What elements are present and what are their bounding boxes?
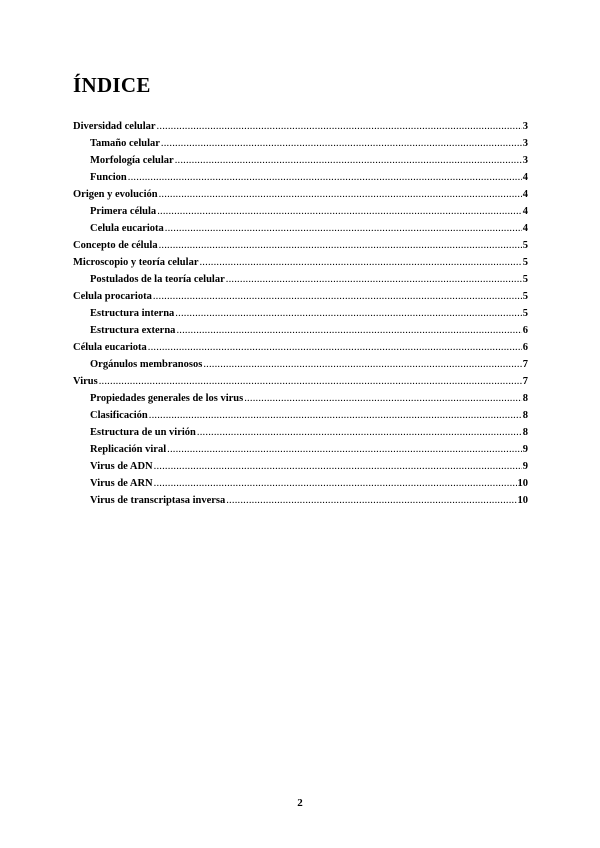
toc-entry-replicacion-viral[interactable]: [73, 441, 528, 458]
toc-entry-label: Virus de ADN: [90, 461, 153, 472]
toc-entry-label: Virus de ARN: [90, 478, 153, 489]
toc-entry-page: 8: [522, 427, 528, 438]
page-number: 2: [297, 797, 303, 809]
toc-entry-page: 3: [522, 138, 528, 149]
toc-entry-label: Diversidad celular: [73, 121, 156, 132]
toc-entry-label: Morfología celular: [90, 155, 174, 166]
toc-entry-page: 8: [522, 410, 528, 421]
toc-entry-label: Orgánulos membranosos: [90, 359, 203, 370]
toc-entry-label: Clasificación: [90, 410, 148, 421]
toc-entry-label: Célula eucariota: [73, 342, 147, 353]
toc-entry-primera-celula[interactable]: [73, 203, 528, 220]
toc-entry-page: 5: [522, 257, 528, 268]
toc-entry-page: 5: [522, 240, 528, 251]
toc-dot-leader: [153, 288, 522, 305]
toc-dot-leader: [226, 271, 522, 288]
toc-entry-page: 4: [522, 189, 528, 200]
toc-entry-origen-y-evolucion[interactable]: [73, 186, 528, 203]
toc-entry-virus-transcriptasa-inversa[interactable]: [73, 492, 528, 509]
toc-dot-leader: [128, 169, 522, 186]
toc-entry-page: 4: [522, 223, 528, 234]
toc-dot-leader: [149, 407, 522, 424]
toc-entry-label: Microscopio y teoría celular: [73, 257, 199, 268]
toc-dot-leader: [159, 186, 522, 203]
toc-entry-virus-de-adn[interactable]: [73, 458, 528, 475]
toc-entry-microscopio-y-teoria-celular[interactable]: [73, 254, 528, 271]
toc-entry-label: Concepto de célula: [73, 240, 158, 251]
toc-entry-page: 5: [522, 274, 528, 285]
toc-dot-leader: [154, 475, 517, 492]
toc-entry-page: 3: [522, 155, 528, 166]
toc-entry-estructura-de-un-virion[interactable]: [73, 424, 528, 441]
toc-entry-estructura-interna[interactable]: [73, 305, 528, 322]
toc-entry-page: 3: [522, 121, 528, 132]
toc-entry-celula-eucariota-origen[interactable]: [73, 220, 528, 237]
toc-entry-label: Origen y evolución: [73, 189, 158, 200]
toc-entry-label: Funcion: [90, 172, 127, 183]
toc-entry-page: 5: [522, 308, 528, 319]
toc-entry-label: Postulados de la teoría celular: [90, 274, 225, 285]
toc-entry-virus-de-arn[interactable]: [73, 475, 528, 492]
toc-dot-leader: [161, 135, 522, 152]
toc-entry-organulos-membranosos[interactable]: [73, 356, 528, 373]
toc-entry-postulados-teoria-celular[interactable]: [73, 271, 528, 288]
table-of-contents: [73, 118, 528, 509]
toc-entry-propiedades-generales-virus[interactable]: [73, 390, 528, 407]
toc-entry-page: 6: [522, 325, 528, 336]
toc-entry-celula-eucariota[interactable]: [73, 339, 528, 356]
toc-dot-leader: [175, 305, 521, 322]
toc-entry-page: 10: [517, 478, 528, 489]
toc-entry-page: 7: [522, 359, 528, 370]
toc-dot-leader: [159, 237, 522, 254]
toc-entry-label: Virus de transcriptasa inversa: [90, 495, 226, 506]
toc-entry-estructura-externa[interactable]: [73, 322, 528, 339]
toc-dot-leader: [167, 441, 522, 458]
toc-dot-leader: [203, 356, 521, 373]
toc-entry-celula-procariota[interactable]: [73, 288, 528, 305]
toc-entry-label: Estructura interna: [90, 308, 175, 319]
toc-entry-page: 4: [522, 172, 528, 183]
toc-entry-label: Virus: [73, 376, 98, 387]
toc-entry-label: Replicación viral: [90, 444, 167, 455]
toc-entry-label: Estructura de un virión: [90, 427, 196, 438]
toc-dot-leader: [226, 492, 516, 509]
toc-entry-funcion[interactable]: [73, 169, 528, 186]
toc-entry-page: 10: [517, 495, 528, 506]
toc-entry-page: 6: [522, 342, 528, 353]
toc-entry-label: Estructura externa: [90, 325, 176, 336]
toc-dot-leader: [148, 339, 522, 356]
toc-entry-page: 8: [522, 393, 528, 404]
toc-entry-label: Celula eucariota: [90, 223, 164, 234]
toc-entry-page: 4: [522, 206, 528, 217]
toc-entry-virus[interactable]: [73, 373, 528, 390]
toc-dot-leader: [154, 458, 522, 475]
toc-dot-leader: [199, 254, 521, 271]
toc-entry-label: Tamaño celular: [90, 138, 160, 149]
toc-entry-label: Propiedades generales de los virus: [90, 393, 244, 404]
toc-entry-morfologia-celular[interactable]: [73, 152, 528, 169]
toc-entry-concepto-de-celula[interactable]: [73, 237, 528, 254]
page-title: ÍNDICE: [73, 73, 151, 97]
toc-dot-leader: [165, 220, 522, 237]
toc-entry-page: 9: [522, 461, 528, 472]
toc-entry-tamano-celular[interactable]: [73, 135, 528, 152]
toc-dot-leader: [157, 203, 522, 220]
toc-entry-clasificacion[interactable]: [73, 407, 528, 424]
toc-entry-label: Primera célula: [90, 206, 157, 217]
toc-entry-page: 7: [522, 376, 528, 387]
toc-entry-diversidad-celular[interactable]: [73, 118, 528, 135]
toc-dot-leader: [99, 373, 522, 390]
toc-entry-page: 9: [522, 444, 528, 455]
toc-entry-label: Celula procariota: [73, 291, 152, 302]
toc-entry-page: 5: [522, 291, 528, 302]
toc-dot-leader: [175, 152, 522, 169]
toc-dot-leader: [197, 424, 522, 441]
toc-dot-leader: [244, 390, 522, 407]
toc-dot-leader: [176, 322, 521, 339]
toc-dot-leader: [157, 118, 522, 135]
